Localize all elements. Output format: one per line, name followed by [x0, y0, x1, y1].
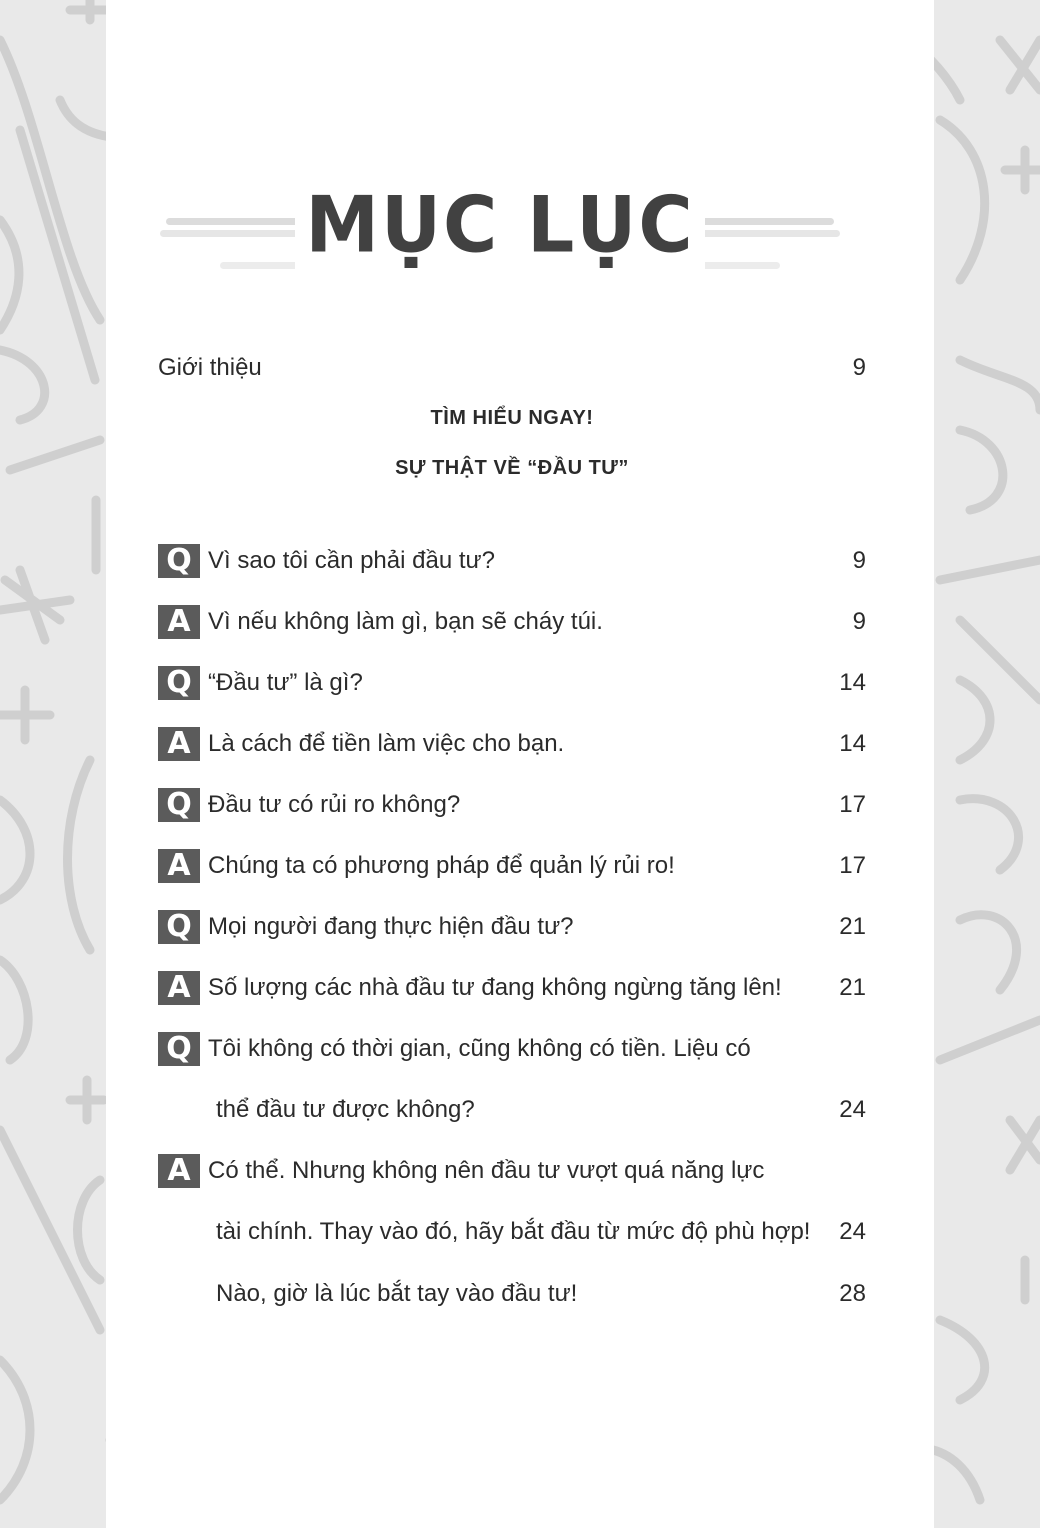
toc-entry-label: thể đầu tư được không? [216, 1096, 475, 1123]
toc-page-number: 24 [839, 1096, 866, 1123]
toc-page-number: 17 [839, 852, 866, 879]
toc-page-number: 14 [839, 669, 866, 696]
question-badge: Q [158, 910, 200, 944]
toc-entry-label: tài chính. Thay vào đó, hãy bắt đầu từ mức độ phù hợp! [216, 1218, 811, 1245]
answer-badge: A [158, 971, 200, 1005]
toc-page-number: 9 [852, 608, 866, 635]
question-badge: Q [158, 788, 200, 822]
title-block [160, 170, 840, 280]
toc-entry-label: Số lượng các nhà đầu tư đang không ngừng tăng lên! [208, 974, 782, 1001]
toc-page-number: 17 [839, 791, 866, 818]
question-badge: Q [158, 544, 200, 578]
toc-page-number: 28 [839, 1280, 866, 1307]
toc-entry-label: Tôi không có thời gian, cũng không có tiền. Liệu có [208, 1035, 751, 1062]
toc-entry-label: Giới thiệu [158, 354, 262, 381]
answer-badge: A [158, 1154, 200, 1188]
page-title: MỤC LỤC [160, 180, 840, 270]
toc-entry-label: Vì sao tôi cần phải đầu tư? [208, 547, 495, 574]
answer-badge: A [158, 727, 200, 761]
toc-entry-label: Nào, giờ là lúc bắt tay vào đầu tư! [216, 1280, 578, 1307]
toc-entry-label: “Đầu tư” là gì? [208, 669, 363, 696]
section-heading: SỰ THẬT VỀ “ĐẦU TƯ” [395, 457, 629, 479]
toc-entry-label: Vì nếu không làm gì, bạn sẽ cháy túi. [208, 608, 603, 635]
toc-entry-label: Đầu tư có rủi ro không? [208, 791, 461, 818]
toc-entry-label: Chúng ta có phương pháp để quản lý rủi ro! [208, 852, 675, 879]
toc-page-number: 14 [839, 730, 866, 757]
question-badge: Q [158, 1032, 200, 1066]
question-badge: Q [158, 666, 200, 700]
toc-page-number: 24 [839, 1218, 866, 1245]
section-heading: TÌM HIỂU NGAY! [430, 407, 594, 429]
answer-badge: A [158, 605, 200, 639]
toc-page-number: 21 [839, 913, 866, 940]
toc-entry-label: Mọi người đang thực hiện đầu tư? [208, 913, 574, 940]
toc-page-number: 9 [852, 354, 866, 381]
answer-badge: A [158, 849, 200, 883]
toc-entry-label: Là cách để tiền làm việc cho bạn. [208, 730, 565, 757]
toc-entry-label: Có thể. Nhưng không nên đầu tư vượt quá năng lực [208, 1157, 765, 1184]
toc-page-number: 9 [852, 547, 866, 574]
toc-page-number: 21 [839, 974, 866, 1001]
